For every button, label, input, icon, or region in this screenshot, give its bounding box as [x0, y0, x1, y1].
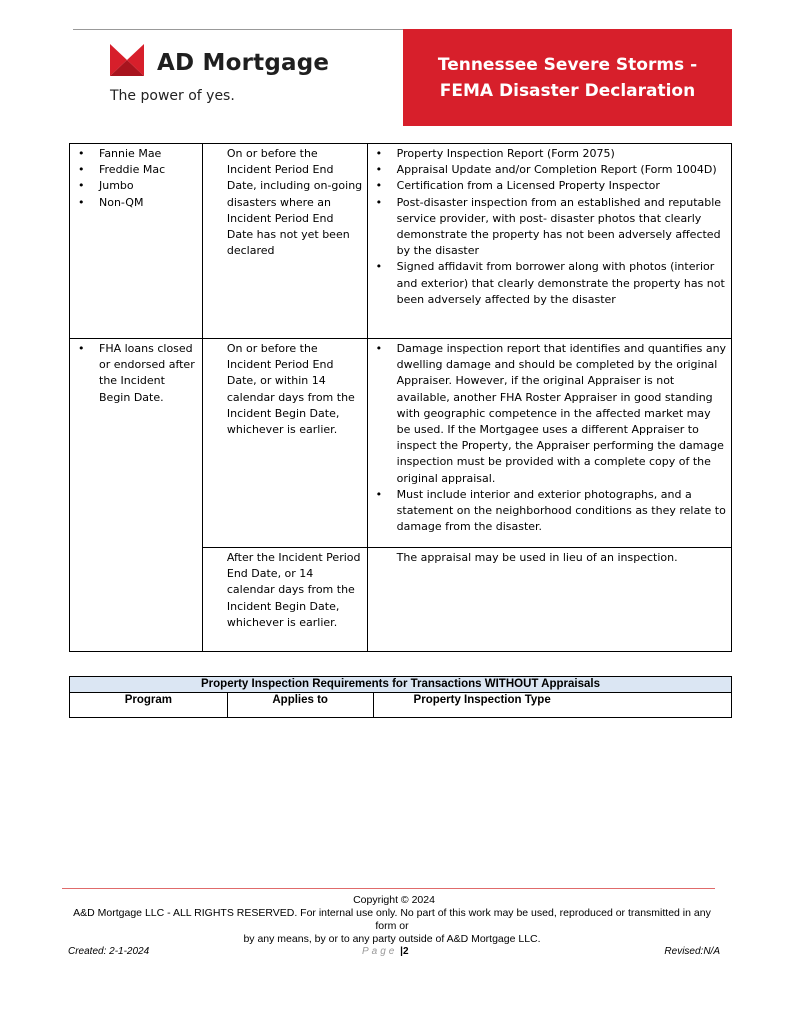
page-number-value: 2: [402, 946, 409, 957]
applies-to-text-suffix: whichever is earlier.: [226, 615, 338, 629]
brand-tagline: The power of yes.: [110, 88, 235, 104]
rights-line-1: A&D Mortgage LLC - ALL RIGHTS RESERVED. For internal use only. No part of this work may be used, reproduced or transmitted in any form or: [73, 907, 711, 932]
footer-rule: [62, 888, 715, 889]
ad-mortgage-logo-icon: [110, 44, 144, 76]
inspection-type-cell: The appraisal may be used in lieu of an inspection.: [367, 548, 731, 652]
applies-to-cell: On or before the Incident Period End Date, including on-going disasters where an Incident Period End Date has not yet been declared: [202, 144, 367, 339]
table-title: Property Inspection Requirements for Transactions WITHOUT Appraisals: [70, 677, 732, 693]
copyright-text: Copyright © 2024: [353, 894, 435, 906]
program-item: • Jumbo: [76, 178, 198, 194]
inspection-item: • Property Inspection Report (Form 2075): [374, 146, 727, 162]
inspection-requirements-table: [69, 143, 732, 652]
program-item: • Non-QM: [76, 195, 198, 211]
program-cell: [70, 144, 203, 339]
table-row: [70, 548, 732, 652]
applies-to-text: After the Incident Period End Date, or 14 calendar days from the Incident Begin Date,: [226, 551, 361, 613]
program-cell-empty: [70, 548, 203, 652]
column-header-program: Program: [70, 693, 228, 718]
banner-title-line-2: FEMA Disaster Declaration: [439, 80, 696, 101]
rights-text: [62, 907, 722, 946]
table-row: [70, 144, 732, 339]
page-number: [362, 946, 409, 957]
inspection-item: • Signed affidavit from borrower along with photos (interior and exterior) that clearly demonstrate the property has not been adversely affected by the disaster: [374, 259, 727, 308]
title-banner: [403, 29, 732, 126]
brand-name: AD Mortgage: [157, 50, 330, 76]
inspection-type-cell: [367, 144, 731, 339]
applies-to-cell: [202, 548, 367, 652]
page-word: Page: [362, 946, 398, 957]
inspection-item: • Damage inspection report that identifies and quantifies any dwelling damage and should be completed by the original Appraiser. However, if the original Appraiser is not available, another FHA Roster Appraiser in good standing with geographic competence in the affected market may be used. If the Mortgagee uses a different Appraiser to inspect the Property, the Appraiser performing the damage inspection must be provided with a complete copy of the original appraisal.: [374, 341, 727, 487]
banner-title-line-1: Tennessee Severe Storms -: [437, 54, 698, 75]
created-date: Created: 2-1-2024: [68, 946, 150, 957]
column-header-inspection-type: Property Inspection Type: [373, 693, 731, 718]
no-appraisal-requirements-table: [69, 676, 732, 718]
inspection-item: • Post-disaster inspection from an established and reputable service provider, with post- disaster photos that clearly demonstrate the property has not been adversely affected by the disaster: [374, 195, 727, 260]
inspection-item: • Must include interior and exterior photographs, and a statement on the neighborhood conditions as they relate to damage from the disaster.: [374, 487, 727, 536]
program-item: • FHA loans closed or endorsed after the Incident Begin Date.: [76, 341, 198, 406]
program-item: • Freddie Mac: [76, 162, 198, 178]
revised-date: Revised:N/A: [664, 946, 720, 957]
table-row: [70, 339, 732, 548]
page-separator: |: [400, 946, 403, 957]
inspection-item: • Certification from a Licensed Property Inspector: [374, 178, 727, 194]
column-header-applies-to: Applies to: [227, 693, 373, 718]
header-top-rule: [73, 29, 403, 30]
inspection-item: • Appraisal Update and/or Completion Report (Form 1004D): [374, 162, 727, 178]
applies-to-cell: On or before the Incident Period End Date, or within 14 calendar days from the Incident Begin Date, whichever is earlier.: [202, 339, 367, 548]
rights-line-2: by any means, by or to any party outside of A&D Mortgage LLC.: [243, 933, 541, 945]
program-cell: [70, 339, 203, 548]
program-item: • Fannie Mae: [76, 146, 198, 162]
inspection-type-cell: [367, 339, 731, 548]
